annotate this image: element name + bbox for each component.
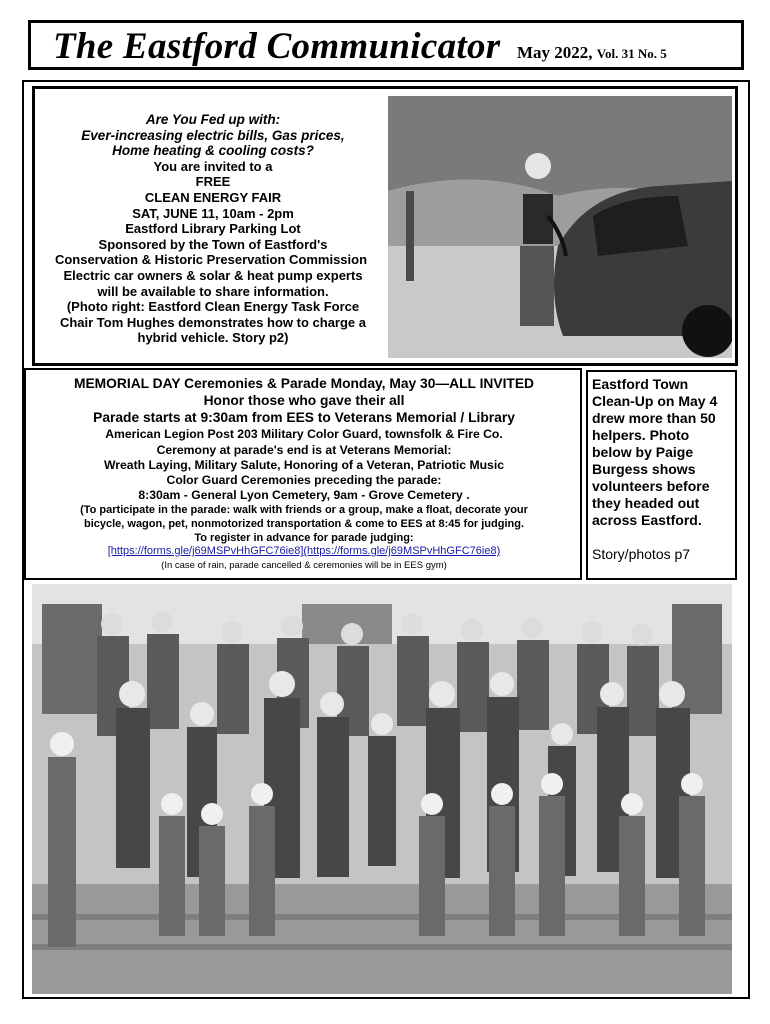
- fair-line: SAT, JUNE 11, 10am - 2pm: [132, 205, 294, 221]
- ev-charging-illustration: [388, 96, 732, 358]
- fair-line: Chair Tom Hughes demonstrates how to charge a: [59, 314, 367, 330]
- memorial-line: Color Guard Ceremonies preceding the parade:: [166, 473, 442, 487]
- ev-charging-photo: [388, 96, 732, 358]
- fair-line: Sponsored by the Town of Eastford's: [98, 236, 328, 252]
- memorial-line: Honor those who gave their all: [203, 393, 405, 408]
- fair-line: Eastford Library Parking Lot: [125, 221, 301, 237]
- fair-line: CLEAN ENERGY FAIR: [144, 189, 282, 205]
- memorial-line: Parade starts at 9:30am from EES to Veterans Memorial / Library: [93, 410, 515, 425]
- issue-date: May 2022,: [517, 43, 593, 62]
- fair-line: (Photo right: Eastford Clean Energy Task Force: [66, 299, 360, 315]
- newsletter-title: The Eastford Communicator: [53, 26, 501, 67]
- memorial-line: Ceremony at parade's end is at Veterans Memorial:: [156, 443, 452, 457]
- fair-line: Are You Fed up with:: [145, 112, 281, 127]
- cleanup-line: drew more than 50: [592, 410, 716, 426]
- memorial-line: Wreath Laying, Military Salute, Honoring of a Veteran, Patriotic Music: [103, 458, 504, 472]
- cleanup-line: helpers. Photo: [592, 427, 690, 443]
- issue-volume: Vol. 31 No. 5: [596, 46, 667, 61]
- cleanup-text: [592, 376, 734, 529]
- energy-fair-text: [38, 112, 388, 346]
- memorial-heading: MEMORIAL DAY Ceremonies & Parade Monday, May 30—ALL INVITED: [73, 376, 534, 391]
- memorial-rain-note: (In case of rain, parade cancelled & ceremonies will be in EES gym): [161, 560, 447, 571]
- fair-line: FREE: [195, 174, 231, 190]
- cleanup-line: below by Paige: [592, 444, 694, 460]
- fair-line: Conservation & Historic Preservation Commission: [54, 252, 368, 268]
- parade-registration-link[interactable]: [https://forms.gle/j69MSPvHhGFC76ie8](https://forms.gle/j69MSPvHhGFC76ie8): [107, 545, 501, 557]
- cleanup-line: volunteers before: [592, 478, 710, 494]
- volunteers-illustration: [32, 584, 732, 994]
- fair-line: Ever-increasing electric bills, Gas prices,: [81, 127, 345, 143]
- fair-line: Electric car owners & solar & heat pump experts: [63, 267, 363, 283]
- cleanup-line: Clean-Up on May 4: [592, 393, 718, 409]
- fair-line: hybrid vehicle. Story p2): [137, 330, 289, 346]
- memorial-line: To register in advance for parade judging:: [194, 532, 414, 544]
- cleanup-line: Burgess shows: [592, 461, 696, 477]
- issue-info: [517, 43, 667, 63]
- fair-line: will be available to share information.: [97, 283, 329, 299]
- cleanup-line: across Eastford.: [592, 512, 702, 528]
- memorial-line: bicycle, wagon, pet, nonmotorized transportation & come to EES at 8:45 for judging.: [83, 518, 525, 530]
- cleanup-volunteers-photo: [32, 584, 732, 994]
- cleanup-story-ref: Story/photos p7: [592, 546, 691, 562]
- fair-line: Home heating & cooling costs?: [112, 143, 314, 159]
- memorial-line: American Legion Post 203 Military Color Guard, townsfolk & Fire Co.: [105, 427, 503, 441]
- cleanup-line: they headed out: [592, 495, 700, 511]
- memorial-line: (To participate in the parade: walk with friends or a group, make a float, decorate your: [80, 504, 528, 516]
- memorial-line: 8:30am - General Lyon Cemetery, 9am - Grove Cemetery .: [138, 488, 470, 502]
- fair-line: You are invited to a: [153, 158, 273, 174]
- cleanup-line: Eastford Town: [592, 376, 689, 392]
- masthead: [28, 20, 744, 70]
